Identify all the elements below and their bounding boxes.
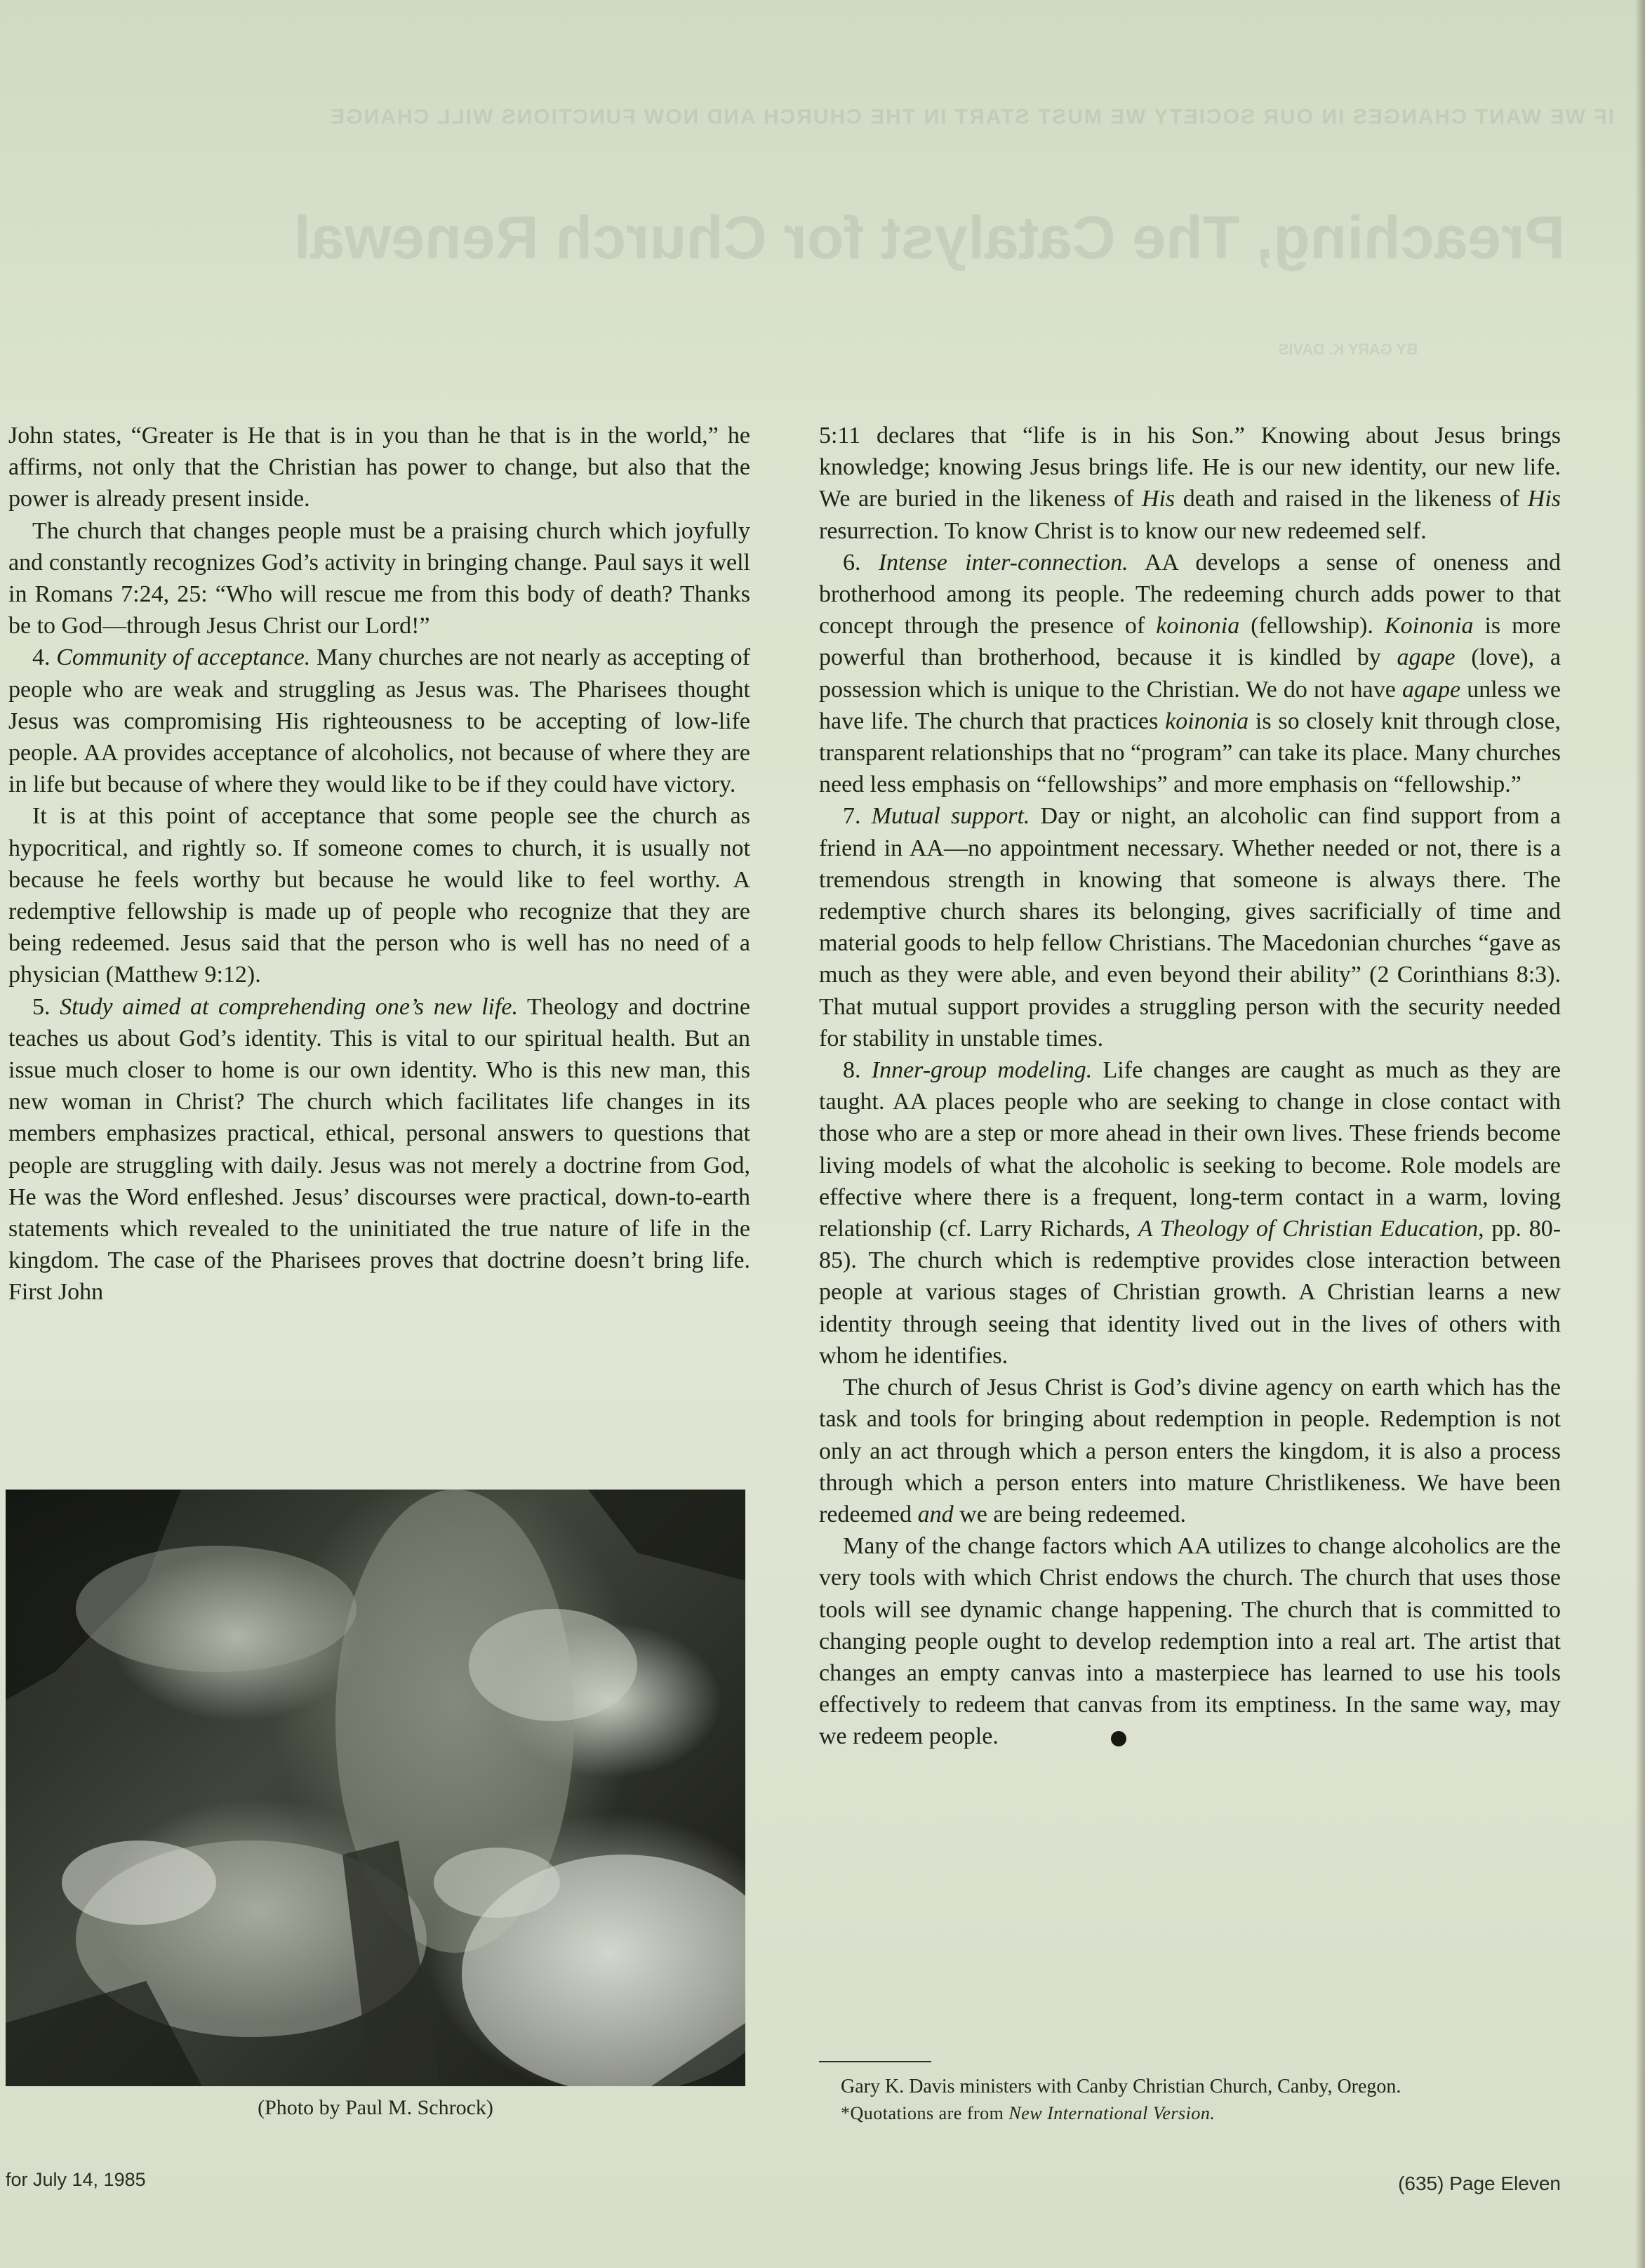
- quotation-note-prefix: *Quotations are from: [841, 2103, 1009, 2123]
- bleed-through-kicker: IF WE WANT CHANGES IN OUR SOCIETY WE MUST START IN THE CHURCH AND NOW FUNCTIONS WILL CHANGE: [329, 105, 1614, 128]
- article-paragraph: The church that changes people must be a praising church which joyfully and constantly recognizes God’s activity in bringing change. Paul says it well in Romans 7:24, 25: “Who will rescue me from this body of death? Thanks be to God—through Jesus Christ our Lord!”: [8, 517, 750, 639]
- bleed-through-title: Preaching, The Catalyst for Church Renewal: [293, 204, 1565, 272]
- quotation-note-version: New International Version.: [1008, 2103, 1216, 2123]
- footer-page-number: (635) Page Eleven: [1398, 2173, 1561, 2194]
- photo-joined-hands: [6, 1490, 745, 2086]
- article-paragraph: It is at this point of acceptance that some people see the church as hypocritical, and rightly so. If someone comes to church, it is usually not because he feels worthy but because he would like to feel worthy. A redemptive fellowship is made up of people who recognize that they are being redeemed. Jesus said that the person who is well has no need of a physician (Matthew 9:12).: [8, 803, 750, 988]
- article-paragraph: The church of Jesus Christ is God’s divine agency on earth which has the task and tools for bringing about redemption in people. Redemption is not only an act through which a person enters the kingdom, it is also a process through which a person enters into mature Christlikeness. We have been redeemed and we are being redeemed.: [819, 1374, 1561, 1527]
- bleed-through-byline: BY GARY K. DAVIS: [1278, 340, 1418, 358]
- article-paragraph: 4. Community of acceptance. Many churches are not nearly as accepting of people who are weak and struggling as Jesus was. The Pharisees thought Jesus was compromising His righteousness to be accepting of low-life people. AA provides acceptance of alcoholics, not because of where they are in life but because of where they would like to be if they could have victory.: [8, 644, 751, 798]
- quotation-note: [841, 2100, 1564, 2127]
- author-note: Gary K. Davis ministers with Canby Christian Church, Canby, Oregon.: [841, 2076, 1401, 2097]
- article-paragraph: 6. Intense inter-connection. AA develops a sense of oneness and brotherhood among its people. The redeeming church adds power to that concept through the presence of koinonia (fellowship). Koinonia is more powerful than brotherhood, because it is kindled by agape (love), a possession which is unique to the Christian. We do not have agape unless we have life. The church that practices koinonia is so closely knit through close, transparent relationships that no “program” can take its place. Many churches need less emphasis on “fellowships” and more emphasis on “fellowship.”: [819, 549, 1561, 798]
- right-text-column: [819, 420, 1561, 1753]
- article-paragraph: 5:11 declares that “life is in his Son.” Knowing about Jesus brings knowledge; knowing Jesus brings life. He is our new identity, our new life. We are buried in the likeness of His death and raised in the likeness of His resurrection. To know Christ is to know our new redeemed self.: [819, 423, 1561, 544]
- left-text-column: [8, 420, 750, 1308]
- article-paragraph: John states, “Greater is He that is in you than he that is in the world,” he affirms, not only that the Christian has power to change, but also that the power is already present inside.: [8, 423, 750, 512]
- author-footnote: [841, 2074, 1564, 2127]
- article-paragraph: Many of the change factors which AA utilizes to change alcoholics are the very tools with which Christ endows the church. The church that uses those tools will see dynamic change happening. The church that is committed to changing people ought to develop redemption into a real art. The artist that changes an empty canvas into a masterpiece has learned to use his tools effectively to redeem that canvas from its emptiness. In the same way, may we redeem people.: [819, 1533, 1561, 1750]
- article-paragraph: 7. Mutual support. Day or night, an alcoholic can find support from a friend in AA—no appointment necessary. Whether needed or not, there is a tremendous strength in knowing that someone is always there. The redemptive church shares its belonging, gives sacrificially of time and material goods to help fellow Christians. The Macedonian churches “gave as much as they were able, and even beyond their ability” (2 Corinthians 8:3). That mutual support provides a struggling person with the security needed for stability in unstable times.: [819, 803, 1561, 1052]
- article-paragraph: 8. Inner-group modeling. Life changes are caught as much as they are taught. AA places people who are seeking to change in close contact with those who are a step or more ahead in their own lives. These friends become living models of what the alcoholic is seeking to become. Role models are effective where there is a frequent, long-term contact in a warm, loving relationship (cf. Larry Richards, A Theology of Christian Education, pp. 80-85). The church which is redemptive provides close interaction between people at various stages of Christian growth. A Christian learns a new identity through seeing that identity lived out in the lives of others with whom he identifies.: [819, 1057, 1561, 1369]
- article-paragraph: 5. Study aimed at comprehending one’s new life. Theology and doctrine teaches us about God’s identity. This is vital to our spiritual health. But an issue much closer to home is our own identity. Who is this new man, this new woman in Christ? The church which facilitates life changes in its members emphasizes practical, ethical, personal answers to questions that people are struggling with daily. Jesus was not merely a doctrine from God, He was the Word enfleshed. Jesus’ discourses were practical, down-to-earth statements which revealed to the uninitiated the true nature of life in the kingdom. The case of the Pharisees proves that doctrine doesn’t bring life. First John: [8, 993, 751, 1306]
- end-mark-icon: [1111, 1731, 1126, 1746]
- page-edge-shadow: [1635, 0, 1645, 2268]
- photo-hands-illustration: [6, 1490, 745, 2086]
- photo-caption: (Photo by Paul M. Schrock): [258, 2096, 493, 2119]
- footnote-rule: [819, 2061, 931, 2062]
- footer-date: for July 14, 1985: [6, 2169, 146, 2190]
